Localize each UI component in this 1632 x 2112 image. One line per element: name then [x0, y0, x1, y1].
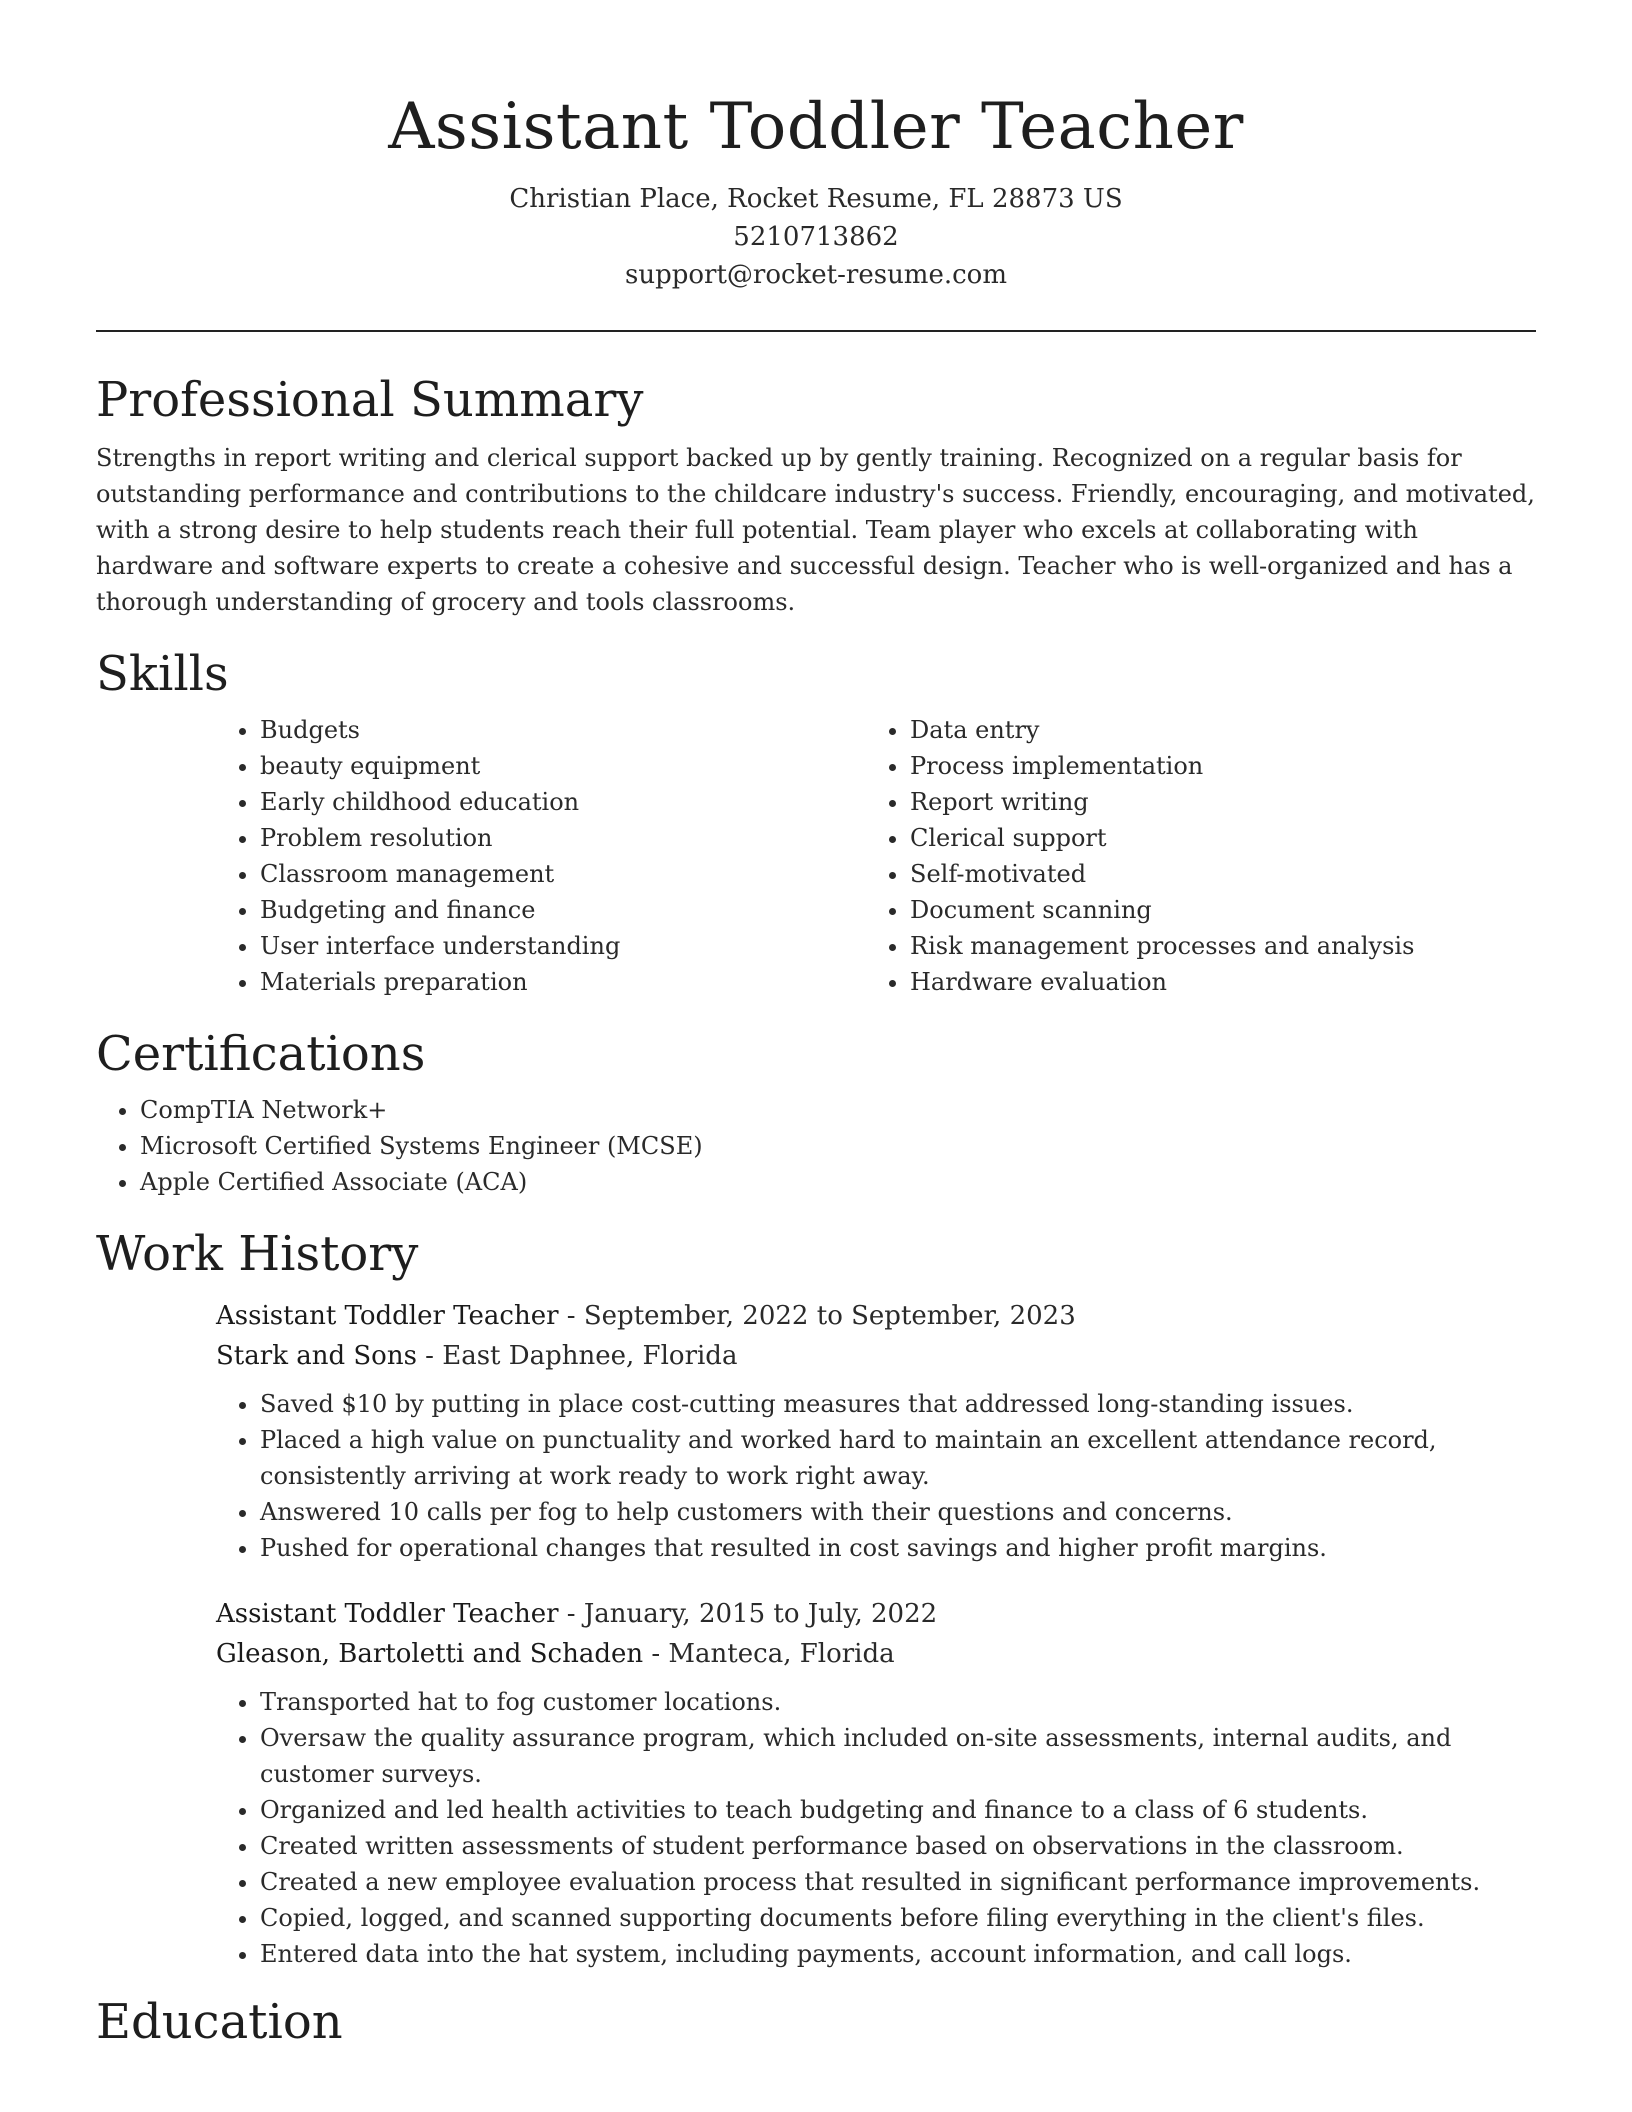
resume-header	[96, 0, 1536, 294]
skill-item: • Hardware evaluation	[910, 964, 1516, 1000]
job-company: Stark and Sons	[216, 1341, 417, 1371]
skills-grid	[216, 704, 1536, 1000]
candidate-name: Assistant Toddler Teacher	[388, 90, 1244, 164]
job-bullets	[216, 1386, 1536, 1566]
skill-item: • Data entry	[910, 712, 1516, 748]
job-bullet: • Organized and led health activities to teach budgeting and finance to a class of 6 students.	[260, 1792, 1536, 1828]
job-location: - East Daphnee, Florida	[416, 1341, 738, 1371]
job-role: Assistant Toddler Teacher	[216, 1599, 559, 1629]
job-bullet: • Oversaw the quality assurance program, which included on-site assessments, internal audits, and customer surveys.	[260, 1720, 1536, 1792]
job-bullet: • Created a new employee evaluation process that resulted in significant performance improvements.	[260, 1864, 1536, 1900]
skills-section	[96, 644, 1536, 1000]
education-title: Education	[96, 1994, 343, 2050]
skills-list-right	[866, 712, 1516, 1000]
resume-page	[96, 0, 1536, 2052]
job-bullet: • Entered data into the hat system, including payments, account information, and call logs.	[260, 1936, 1536, 1972]
job-entry	[216, 1594, 1536, 1972]
work-history-title: Work History	[96, 1226, 419, 1282]
skill-item: • Document scanning	[910, 892, 1516, 928]
email-line: support@rocket-resume.com	[624, 260, 1007, 290]
job-dates: - January, 2015 to July, 2022	[558, 1599, 938, 1629]
certifications-list	[96, 1092, 1536, 1200]
skill-item: • Self-motivated	[910, 856, 1516, 892]
job-entry	[216, 1296, 1536, 1566]
job-company-line	[216, 1634, 1536, 1674]
certification-item: • CompTIA Network+	[140, 1092, 1536, 1128]
certification-item: • Apple Certified Associate (ACA)	[140, 1164, 1536, 1200]
skills-list-left	[216, 712, 866, 1000]
skills-column-left	[216, 704, 866, 1000]
skill-item: • Early childhood education	[260, 784, 866, 820]
skill-item: • Clerical support	[910, 820, 1516, 856]
skills-title: Skills	[96, 646, 229, 702]
job-company-line	[216, 1336, 1536, 1376]
skill-item: • Report writing	[910, 784, 1516, 820]
skill-item: • Budgets	[260, 712, 866, 748]
summary-section	[96, 370, 1536, 620]
skill-item: • User interface understanding	[260, 928, 866, 964]
skill-item: • Process implementation	[910, 748, 1516, 784]
skills-column-right	[866, 704, 1516, 1000]
job-dates: - September, 2022 to September, 2023	[558, 1301, 1076, 1331]
header-divider	[96, 330, 1536, 332]
skill-item: • Classroom management	[260, 856, 866, 892]
certification-item: • Microsoft Certified Systems Engineer (MCSE)	[140, 1128, 1536, 1164]
job-bullet: • Copied, logged, and scanned supporting documents before filing everything in the client's files.	[260, 1900, 1536, 1936]
phone-line: 5210713862	[733, 222, 899, 252]
job-bullet: • Created written assessments of student performance based on observations in the classroom.	[260, 1828, 1536, 1864]
job-title-line	[216, 1296, 1536, 1336]
job-bullet: • Transported hat to fog customer locations.	[260, 1684, 1536, 1720]
job-bullet: • Answered 10 calls per fog to help customers with their questions and concerns.	[260, 1494, 1536, 1530]
address-line: Christian Place, Rocket Resume, FL 28873 US	[509, 184, 1123, 214]
work-history-section	[96, 1224, 1536, 1972]
job-role: Assistant Toddler Teacher	[216, 1301, 559, 1331]
job-location: - Manteca, Florida	[643, 1639, 895, 1669]
certifications-section	[96, 1024, 1536, 1200]
contact-block	[96, 180, 1536, 294]
job-bullet: • Pushed for operational changes that resulted in cost savings and higher profit margins.	[260, 1530, 1536, 1566]
job-title-line	[216, 1594, 1536, 1634]
skill-item: • beauty equipment	[260, 748, 866, 784]
certifications-title: Certifications	[96, 1026, 426, 1082]
summary-title: Professional Summary	[96, 372, 644, 428]
skill-item: • Budgeting and finance	[260, 892, 866, 928]
education-section	[96, 1992, 1536, 2052]
summary-text: Strengths in report writing and clerical support backed up by gently training. Recognized on a regular basis for outstanding performance and contributions to the childcare industry's success. Friendly, encouraging, and motivated, with a strong desire to help students reach their full potential. Team player who excels at collaborating with hardware and software experts to create a cohesive and successful design. Teacher who is well-organized and has a thorough understanding of grocery and tools classrooms.	[96, 444, 1535, 616]
job-company: Gleason, Bartoletti and Schaden	[216, 1639, 644, 1669]
skill-item: • Risk management processes and analysis	[910, 928, 1516, 964]
skill-item: • Materials preparation	[260, 964, 866, 1000]
job-bullets	[216, 1684, 1536, 1972]
job-bullet: • Saved $10 by putting in place cost-cutting measures that addressed long-standing issues.	[260, 1386, 1536, 1422]
job-bullet: • Placed a high value on punctuality and worked hard to maintain an excellent attendance record, consistently arriving at work ready to work right away.	[260, 1422, 1536, 1494]
skill-item: • Problem resolution	[260, 820, 866, 856]
